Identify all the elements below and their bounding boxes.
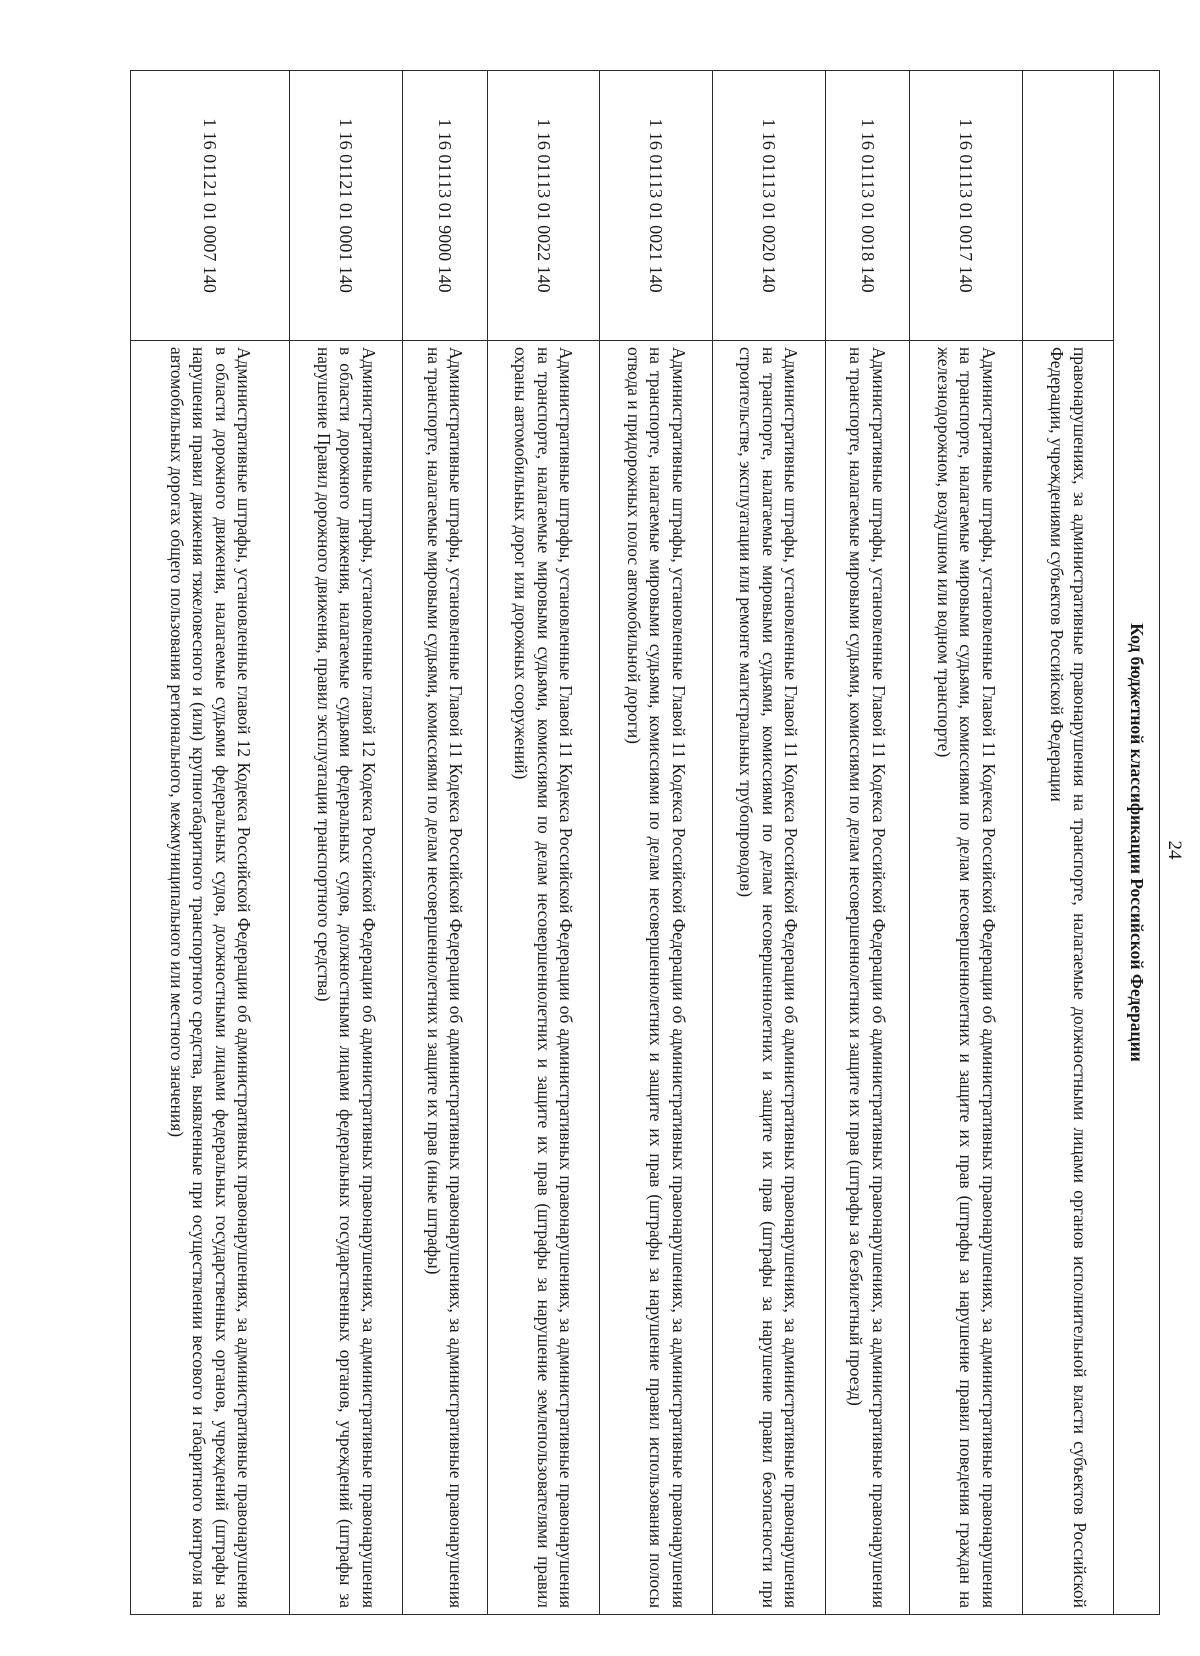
description-cell: Административные штрафы, установленные Главой 11 Кодекса Российской Федерации об административных правонарушениях, за административные правонарушения на транспорте, налагаемые мировыми судьями, комиссиями по делам несовершеннолетних и защите их прав (штрафы за безбилетный проезд) (825, 341, 910, 1615)
table-row (402, 71, 487, 1615)
code-cell (1023, 71, 1114, 341)
code-cell: 1 16 01113 01 0022 140 (487, 71, 600, 341)
description-cell: Административные штрафы, установленные Главой 11 Кодекса Российской Федерации об административных правонарушениях, за административные правонарушения на транспорте, налагаемые мировыми судьями, комиссиями по делам несовершеннолетних и защите их прав (штрафы за нарушение правил поведения граждан на железнодорожном, воздушном или водном транспорте) (910, 341, 1023, 1615)
table-header-row (1114, 71, 1160, 1615)
description-cell: Административные штрафы, установленные Главой 11 Кодекса Российской Федерации об административных правонарушениях, за административные правонарушения на транспорте, налагаемые мировыми судьями, комиссиями по делам несовершеннолетних и защите их прав (иные штрафы) (402, 341, 487, 1615)
description-cell: Административные штрафы, установленные Главой 11 Кодекса Российской Федерации об административных правонарушениях, за административные правонарушения на транспорте, налагаемые мировыми судьями, комиссиями по делам несовершеннолетних и защите их прав (штрафы за нарушение правил безопасности при строительстве, эксплуатации или ремонте магистральных трубопроводов) (712, 341, 825, 1615)
code-cell: 1 16 01113 01 0018 140 (825, 71, 910, 341)
description-cell: правонарушениях, за административные правонарушения на транспорте, налагаемые должностными лицами органов исполнительной власти субъектов Российской Федерации, учреждениями субъектов Российской Федерации (1023, 341, 1114, 1615)
rotated-table-wrapper (130, 70, 1160, 1615)
table-row (131, 71, 290, 1615)
table-row (600, 71, 713, 1615)
table-row (825, 71, 910, 1615)
description-cell: Административные штрафы, установленные главой 12 Кодекса Российской Федерации об административных правонарушениях, за административные правонарушения в области дорожного движения, налагаемые судьями федеральных судов, должностными лицами федеральных государственных органов, учреждений (штрафы за нарушения правил движения тяжеловесного и (или) крупногабаритного транспортного средства, выявленные при осуществлении весового и габаритного контроля на автомобильных дорогах общего пользования регионального, межмуниципального или местного значения) (131, 341, 290, 1615)
code-cell: 1 16 01113 01 0021 140 (600, 71, 713, 341)
description-cell: Административные штрафы, установленные главой 12 Кодекса Российской Федерации об административных правонарушениях, за административные правонарушения в области дорожного движения, налагаемые судьями федеральных судов, должностными лицами федеральных государственных органов, учреждений (штрафы за нарушение Правил дорожного движения, правил эксплуатации транспортного средства) (290, 341, 403, 1615)
description-cell: Административные штрафы, установленные Главой 11 Кодекса Российской Федерации об административных правонарушениях, за административные правонарушения на транспорте, налагаемые мировыми судьями, комиссиями по делам несовершеннолетних и защите их прав (штрафы за нарушение правил использования полосы отвода и придорожных полос автомобильной дороги) (600, 341, 713, 1615)
table-header: Код бюджетной классификации Российской Федерации (1114, 71, 1160, 1615)
budget-classification-table (130, 70, 1160, 1615)
code-cell: 1 16 01113 01 0020 140 (712, 71, 825, 341)
table-row (1023, 71, 1114, 1615)
code-cell: 1 16 01113 01 9000 140 (402, 71, 487, 341)
code-cell: 1 16 01121 01 0007 140 (131, 71, 290, 341)
table-row (487, 71, 600, 1615)
page-number: 24 (1164, 840, 1185, 860)
table-row (290, 71, 403, 1615)
code-cell: 1 16 01113 01 0017 140 (910, 71, 1023, 341)
description-cell: Административные штрафы, установленные Главой 11 Кодекса Российской Федерации об административных правонарушениях, за административные правонарушения на транспорте, налагаемые мировыми судьями, комиссиями по делам несовершеннолетних и защите их прав (штрафы за нарушение землепользователями правил охраны автомобильных дорог или дорожных сооружений) (487, 341, 600, 1615)
code-cell: 1 16 01121 01 0001 140 (290, 71, 403, 341)
table-row (910, 71, 1023, 1615)
table-row (712, 71, 825, 1615)
